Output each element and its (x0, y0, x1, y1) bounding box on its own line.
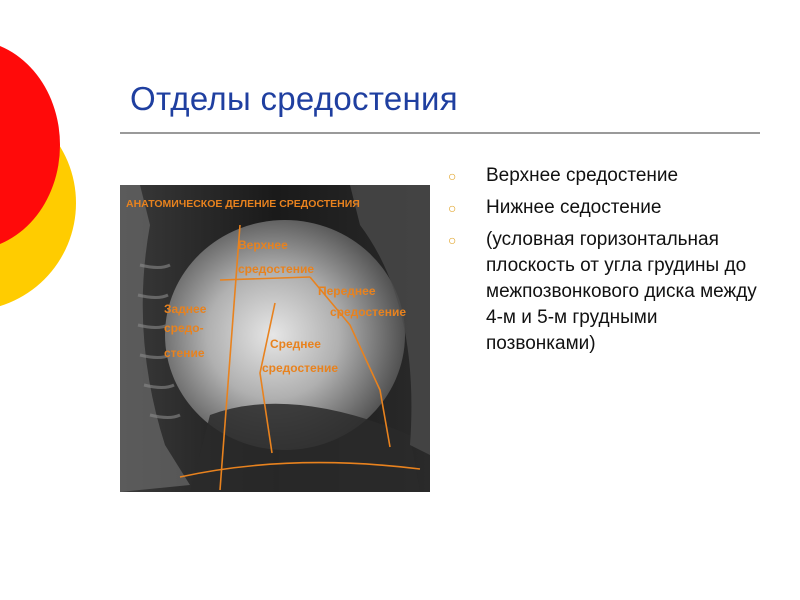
bullet-text: Нижнее седостение (486, 197, 662, 218)
title-divider (120, 132, 760, 134)
bullet-list (448, 163, 768, 363)
label-anterior-1: Переднее (318, 284, 376, 298)
label-posterior-3: стение (164, 346, 205, 360)
circle-bullet-icon: ○ (448, 200, 457, 216)
figure-heading: АНАТОМИЧЕСКОЕ ДЕЛЕНИЕ СРЕДОСТЕНИЯ (126, 198, 360, 210)
label-middle-2: средостение (262, 361, 338, 375)
decorative-circles (0, 0, 90, 330)
label-posterior-2: средо- (164, 321, 204, 335)
slide-title: Отделы средостения (130, 80, 458, 117)
label-posterior-1: Заднее (164, 302, 207, 316)
bullet-item (448, 163, 768, 189)
bullet-text: (условная горизонтальная плоскость от угла грудины до межпозвонкового диска между 4-м и 5-м грудными позвонками) (486, 229, 757, 354)
label-anterior-2: средостение (330, 305, 406, 319)
xray-image (120, 185, 430, 492)
bullet-item (448, 195, 768, 221)
label-upper-2: средостение (238, 262, 314, 276)
bullet-text: Верхнее средостение (486, 165, 679, 186)
bullet-item (448, 227, 768, 357)
circle-bullet-icon: ○ (448, 168, 457, 184)
chest-xray-figure (120, 185, 430, 492)
label-middle-1: Среднее (270, 337, 321, 351)
label-upper-1: Верхнее (238, 238, 288, 252)
circle-bullet-icon: ○ (448, 232, 457, 248)
